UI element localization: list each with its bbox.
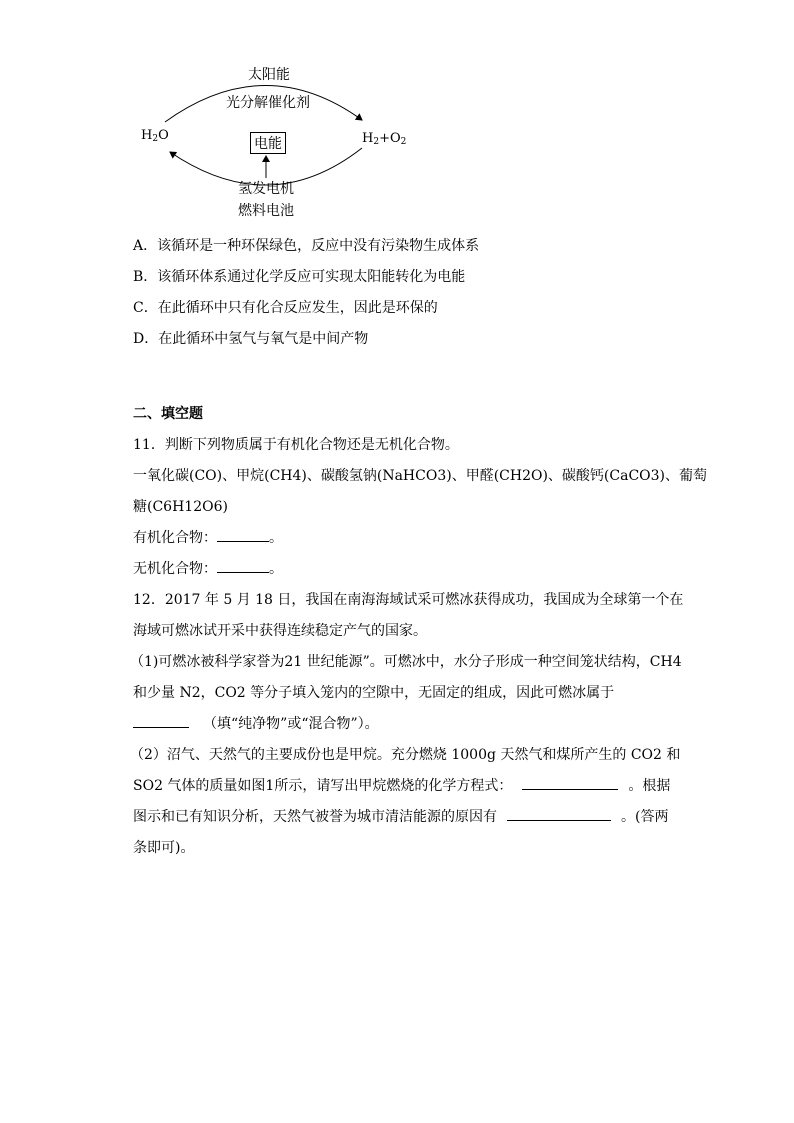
q12-p1-line2: 和少量 N2，CO2 等分子填入笼内的空隙中，无固定的组成，因此可燃冰属于 xyxy=(133,685,615,701)
option-a: A．该循环是一种环保绿色，反应中没有污染物生成体系 xyxy=(133,238,480,254)
q11-inorganic-blank[interactable] xyxy=(217,558,269,573)
option-d: D．在此循环中氢气与氧气是中间产物 xyxy=(133,331,369,347)
q12-p2-line2a: SO2 气体的质量如图1所示，请写出甲烷燃烧的化学方程式： xyxy=(133,778,513,794)
q12-line1: 12．2017 年 5 月 18 日，我国在南海海域试采可燃冰获得成功，我国成为全球第一个在 xyxy=(133,592,684,608)
q11-organic-end: 。 xyxy=(269,530,283,546)
q11-organic-blank[interactable] xyxy=(217,527,269,542)
q11-substances-line1: 一氧化碳(CO)、甲烷(CH4)、碳酸氢钠(NaHCO3)、甲醛(CH2O)、碳酸钙(CaCO3)、葡萄 xyxy=(133,468,707,484)
option-b: B．该循环体系通过化学反应可实现太阳能转化为电能 xyxy=(133,269,466,285)
section-title: 二、填空题 xyxy=(133,406,203,422)
q11-inorganic-end: 。 xyxy=(269,561,283,577)
q12-p1-blank[interactable] xyxy=(133,713,189,728)
water-node: $H_2O$ xyxy=(141,128,169,144)
q12-equation-blank[interactable] xyxy=(522,775,618,790)
solar-label: 太阳能 xyxy=(248,67,290,83)
q12-line2: 海域可燃冰试开采中获得连续稳定产气的国家。 xyxy=(133,623,427,639)
q12-p2-line1: （2）沼气、天然气的主要成份也是甲烷。充分燃烧 1000g 天然气和煤所产生的 CO2 和 xyxy=(130,747,681,763)
q12-p1-line1: （1)可燃冰被科学家誉为21 世纪能源”。可燃冰中，水分子形成一种空间笼状结构，CH4 xyxy=(130,654,682,670)
q11-inorganic-row xyxy=(133,558,283,578)
q12-p2-line2-row xyxy=(133,775,670,795)
fuel-cell-label: 燃料电池 xyxy=(238,203,294,219)
q11-organic-row xyxy=(133,527,283,547)
option-c: C．在此循环中只有化合反应发生，因此是环保的 xyxy=(133,300,438,316)
q12-reason-blank[interactable] xyxy=(507,806,611,821)
generator-label: 氢发电机 xyxy=(238,181,294,197)
q12-p2-line3b: 。(答两 xyxy=(621,809,669,825)
q11-inorganic-label: 无机化合物： xyxy=(133,561,217,577)
q11-stem: 11．判断下列物质属于有机化合物还是无机化合物。 xyxy=(133,437,459,453)
q12-p1-line3-row xyxy=(133,713,379,733)
q11-organic-label: 有机化合物： xyxy=(133,530,217,546)
q12-p2-line4: 条即可)。 xyxy=(133,840,195,856)
q12-p2-line2b: 。根据 xyxy=(628,778,671,794)
q12-p2-line3a: 图示和已有知识分析，天然气被誉为城市清洁能源的原因有 xyxy=(133,809,497,825)
q12-p1-line3: （填“纯净物”或“混合物”）。 xyxy=(203,716,379,732)
q12-p2-line3-row xyxy=(133,806,668,826)
catalyst-label: 光分解催化剂 xyxy=(226,95,310,111)
hydrogen-oxygen-node: $H_2+O_2$ xyxy=(362,131,407,147)
electric-energy-box: 电能 xyxy=(250,132,286,154)
q11-substances-line2: 糖(C6H12O6) xyxy=(133,499,228,515)
